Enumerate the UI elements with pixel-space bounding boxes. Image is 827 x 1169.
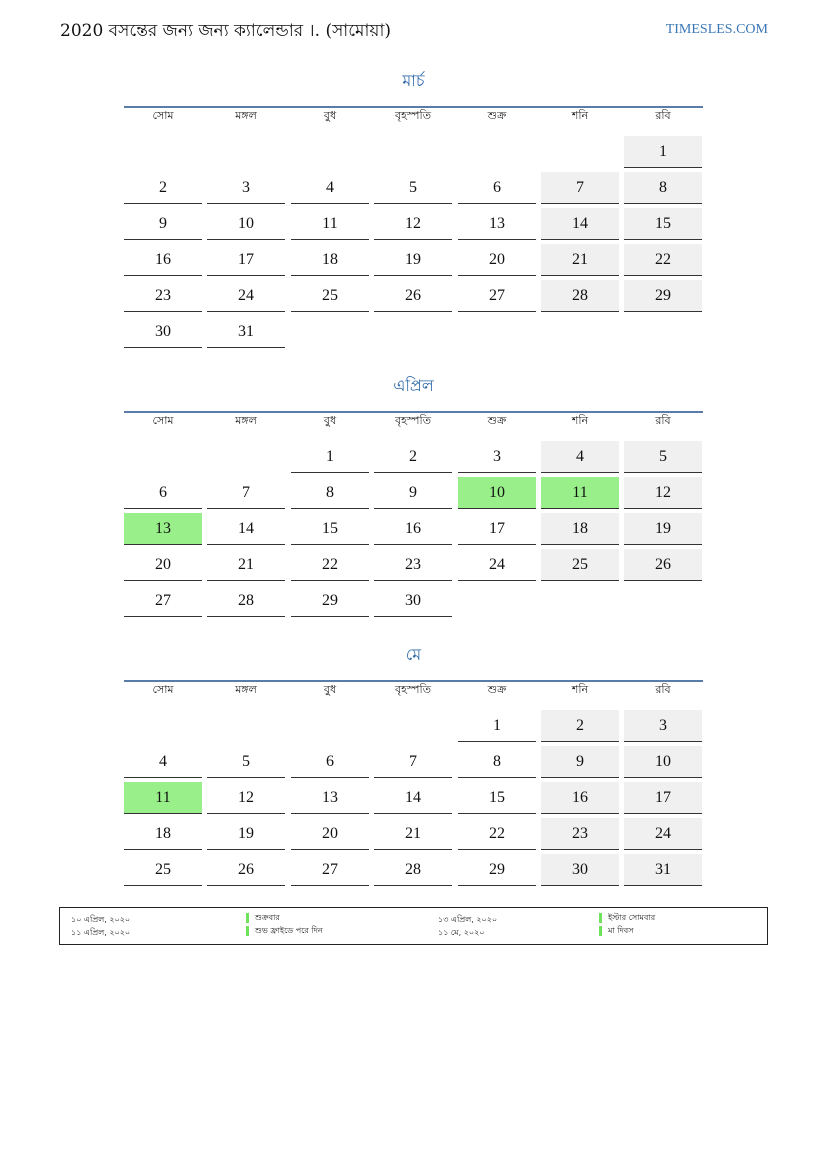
month-may — [124, 644, 703, 878]
day-cell: 24 — [458, 549, 536, 581]
day-cell: 25 — [541, 549, 619, 581]
day-cell: 20 — [458, 244, 536, 276]
weekday-label: বুধ — [323, 683, 337, 696]
day-cell: 18 — [541, 513, 619, 545]
weekday-label: বৃহস্পতি — [395, 109, 431, 122]
month-april — [124, 375, 703, 609]
day-cell: 7 — [374, 746, 452, 778]
month-title: এপ্রিল — [393, 376, 434, 395]
day-cell: 16 — [541, 782, 619, 814]
day-cell: 5 — [374, 172, 452, 204]
day-cell: 5 — [624, 441, 702, 473]
legend-holiday-name: মা দিবস — [599, 926, 634, 936]
day-cell: 4 — [124, 746, 202, 778]
day-cell: 25 — [291, 280, 369, 312]
day-cell: 12 — [207, 782, 285, 814]
day-cell: 2 — [374, 441, 452, 473]
day-cell: 17 — [458, 513, 536, 545]
weekday-label: শুক্র — [487, 414, 507, 427]
day-cell: 8 — [624, 172, 702, 204]
holiday-legend — [59, 907, 768, 945]
day-cell: 20 — [291, 818, 369, 850]
weekday-label: শুক্র — [487, 683, 507, 696]
page-title: 2020 বসন্তের জন্য জন্য ক্যালেন্ডার ।. (সামোয়া) — [60, 21, 392, 41]
day-cell: 8 — [458, 746, 536, 778]
day-cell: 21 — [374, 818, 452, 850]
day-cell: 24 — [207, 280, 285, 312]
day-cell: 14 — [374, 782, 452, 814]
day-cell: 3 — [458, 441, 536, 473]
day-cell: 1 — [291, 441, 369, 473]
day-cell: 12 — [624, 477, 702, 509]
weekday-label: বুধ — [323, 414, 337, 427]
day-cell: 19 — [207, 818, 285, 850]
day-cell: 29 — [458, 854, 536, 886]
day-cell: 10 — [624, 746, 702, 778]
day-cell: 30 — [374, 585, 452, 617]
weekday-label: বৃহস্পতি — [395, 414, 431, 427]
day-cell: 26 — [374, 280, 452, 312]
day-cell: 6 — [124, 477, 202, 509]
day-cell: 17 — [207, 244, 285, 276]
holiday-day-cell: 13 — [124, 513, 202, 545]
day-cell: 27 — [124, 585, 202, 617]
legend-date: ১৩ এপ্রিল, ২০২০ — [438, 915, 498, 924]
holiday-day-cell: 11 — [124, 782, 202, 814]
day-cell: 30 — [124, 316, 202, 348]
weekday-label: বুধ — [323, 109, 337, 122]
weekday-label: শুক্র — [487, 109, 507, 122]
month-title: মার্চ — [402, 71, 425, 90]
legend-date: ১১ মে, ২০২০ — [438, 928, 485, 937]
day-cell: 22 — [624, 244, 702, 276]
day-cell: 31 — [207, 316, 285, 348]
day-cell: 19 — [624, 513, 702, 545]
legend-holiday-name: ইস্টার সোমবার — [599, 913, 655, 923]
day-cell: 28 — [374, 854, 452, 886]
day-cell: 15 — [624, 208, 702, 240]
day-cell: 16 — [124, 244, 202, 276]
day-cell: 5 — [207, 746, 285, 778]
legend-date: ১০ এপ্রিল, ২০২০ — [71, 915, 131, 924]
weekday-label: সোম — [152, 683, 174, 696]
day-cell: 12 — [374, 208, 452, 240]
day-cell: 4 — [291, 172, 369, 204]
weekday-label: শনি — [571, 109, 589, 122]
weekday-label: বৃহস্পতি — [395, 683, 431, 696]
day-cell: 20 — [124, 549, 202, 581]
day-cell: 29 — [291, 585, 369, 617]
weekday-label: মঙ্গল — [235, 683, 257, 696]
day-cell: 11 — [291, 208, 369, 240]
weekday-label: মঙ্গল — [235, 109, 257, 122]
weekday-label: সোম — [152, 414, 174, 427]
day-cell: 8 — [291, 477, 369, 509]
day-cell: 13 — [291, 782, 369, 814]
day-cell: 18 — [291, 244, 369, 276]
day-cell: 21 — [207, 549, 285, 581]
day-cell: 28 — [541, 280, 619, 312]
day-cell: 16 — [374, 513, 452, 545]
day-cell: 14 — [207, 513, 285, 545]
day-cell: 2 — [541, 710, 619, 742]
day-cell: 6 — [291, 746, 369, 778]
day-cell: 23 — [374, 549, 452, 581]
site-name[interactable]: TIMESLES.COM — [665, 22, 768, 37]
day-cell: 4 — [541, 441, 619, 473]
day-cell: 9 — [124, 208, 202, 240]
weekday-label: রবি — [655, 683, 671, 696]
day-cell: 13 — [458, 208, 536, 240]
day-cell: 15 — [291, 513, 369, 545]
day-cell: 15 — [458, 782, 536, 814]
day-cell: 18 — [124, 818, 202, 850]
day-cell: 29 — [624, 280, 702, 312]
header-divider — [124, 411, 703, 413]
day-cell: 9 — [374, 477, 452, 509]
legend-holiday-name: শুক্রবার — [246, 913, 280, 923]
day-cell: 30 — [541, 854, 619, 886]
weekday-label: রবি — [655, 414, 671, 427]
day-cell: 23 — [124, 280, 202, 312]
day-cell: 7 — [207, 477, 285, 509]
day-cell: 31 — [624, 854, 702, 886]
month-title: মে — [405, 645, 422, 664]
day-cell: 26 — [624, 549, 702, 581]
day-cell: 27 — [458, 280, 536, 312]
weekday-label: শনি — [571, 414, 589, 427]
day-cell: 26 — [207, 854, 285, 886]
day-cell: 2 — [124, 172, 202, 204]
month-march — [124, 70, 703, 340]
day-cell: 21 — [541, 244, 619, 276]
header-divider — [124, 106, 703, 108]
holiday-day-cell: 11 — [541, 477, 619, 509]
day-cell: 9 — [541, 746, 619, 778]
weekday-label: শনি — [571, 683, 589, 696]
day-cell: 22 — [291, 549, 369, 581]
holiday-day-cell: 10 — [458, 477, 536, 509]
day-cell: 7 — [541, 172, 619, 204]
day-cell: 24 — [624, 818, 702, 850]
header-divider — [124, 680, 703, 682]
day-cell: 19 — [374, 244, 452, 276]
day-cell: 10 — [207, 208, 285, 240]
day-cell: 14 — [541, 208, 619, 240]
day-cell: 23 — [541, 818, 619, 850]
day-cell: 3 — [624, 710, 702, 742]
day-cell: 6 — [458, 172, 536, 204]
day-cell: 28 — [207, 585, 285, 617]
day-cell: 3 — [207, 172, 285, 204]
day-cell: 25 — [124, 854, 202, 886]
day-cell: 17 — [624, 782, 702, 814]
day-cell: 1 — [624, 136, 702, 168]
weekday-label: রবি — [655, 109, 671, 122]
day-cell: 27 — [291, 854, 369, 886]
legend-date: ১১ এপ্রিল, ২০২০ — [71, 928, 131, 937]
day-cell: 1 — [458, 710, 536, 742]
legend-holiday-name: শুভ ফ্রাইডে পরে দিন — [246, 926, 323, 936]
day-cell: 22 — [458, 818, 536, 850]
weekday-label: সোম — [152, 109, 174, 122]
weekday-label: মঙ্গল — [235, 414, 257, 427]
